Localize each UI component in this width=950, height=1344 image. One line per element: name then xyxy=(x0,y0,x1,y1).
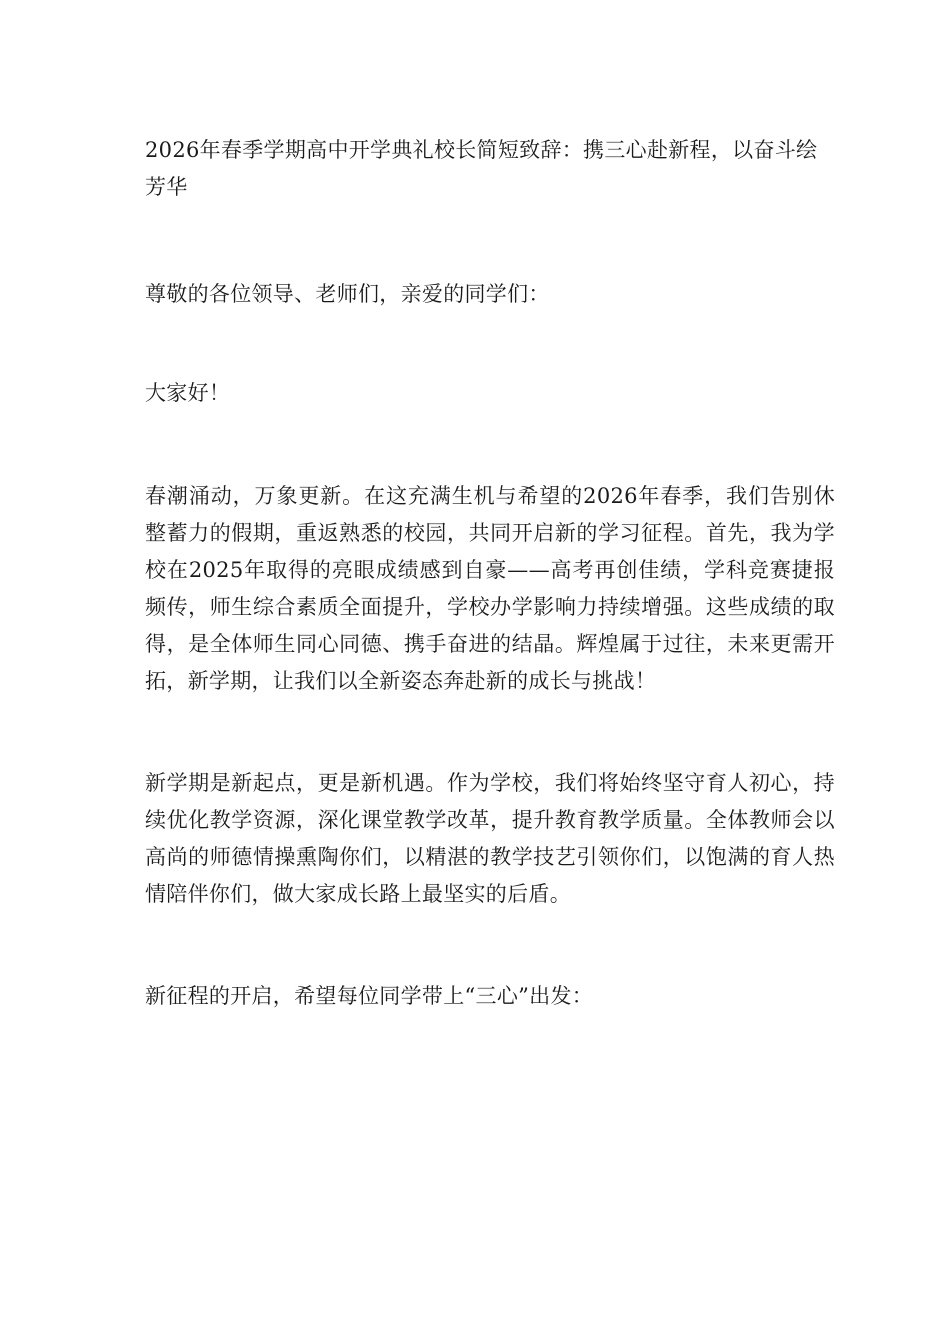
paragraph-three-hearts: 新征程的开启，希望每位同学带上“三心”出发： xyxy=(145,984,594,1008)
document-title: 2026年春季学期高中开学典礼校长简短致辞：携三心赴新程，以奋斗绘芳华 xyxy=(145,138,818,199)
greeting-hello: 大家好！ xyxy=(145,381,231,405)
paragraph-new-semester: 新学期是新起点，更是新机遇。作为学校，我们将始终坚守育人初心，持续优化教学资源，深化课堂教学改革，提升教育教学质量。全体教师会以高尚的师德情操熏陶你们，以精湛的教学技艺引领你们，以饱满的育人热情陪伴你们，做大家成长路上最坚实的后盾。 xyxy=(145,771,835,906)
salutation: 尊敬的各位领导、老师们，亲爱的同学们： xyxy=(145,282,550,306)
document-body xyxy=(145,132,835,1080)
paragraph-opening: 春潮涌动，万象更新。在这充满生机与希望的2026年春季，我们告别休整蓄力的假期，重返熟悉的校园，共同开启新的学习征程。首先，我为学校在2025年取得的亮眼成绩感到自豪——高考再创佳绩，学科竞赛捷报频传，师生综合素质全面提升，学校办学影响力持续增强。这些成绩的取得，是全体师生同心同德、携手奋进的结晶。辉煌属于过往，未来更需开拓，新学期，让我们以全新姿态奔赴新的成长与挑战！ xyxy=(145,484,835,693)
